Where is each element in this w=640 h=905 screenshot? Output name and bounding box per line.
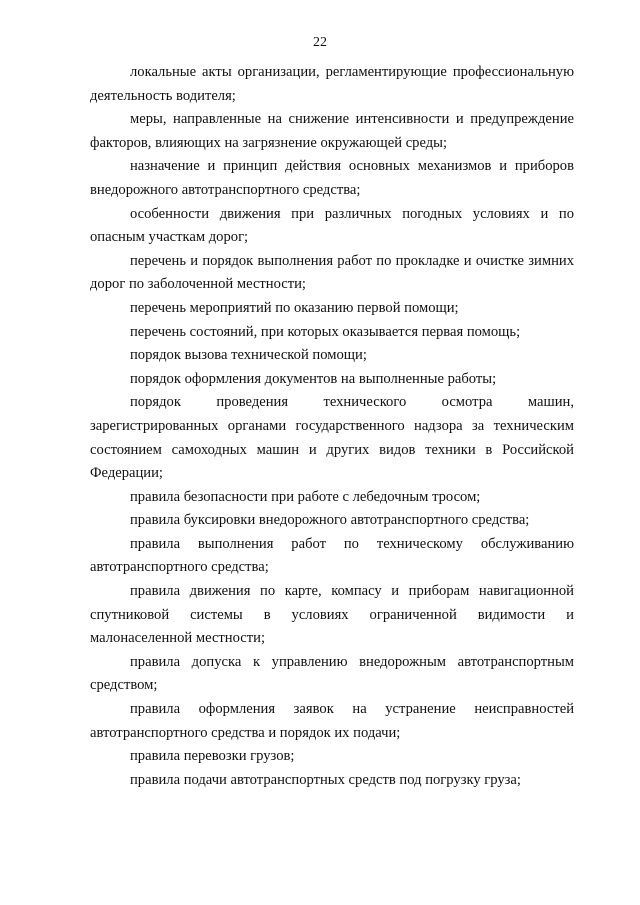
paragraph: правила выполнения работ по техническому обслуживанию автотранспортного средства; (90, 535, 574, 576)
paragraph: правила буксировки внедорожного автотранспортного средства; (130, 512, 530, 529)
paragraph: порядок вызова технической помощи; (130, 347, 367, 364)
paragraph: правила оформления заявок на устранение неисправностей автотранспортного средства и порядок их подачи; (90, 701, 574, 741)
page-number: 22 (313, 35, 327, 50)
paragraph: правила подачи автотранспортных средств под погрузку груза; (130, 771, 521, 788)
paragraph: перечень и порядок выполнения работ по прокладке и очистке зимних дорог по заболоченной местности; (90, 252, 574, 293)
paragraph: порядок проведения технического осмотра машин, зарегистрированных органами государственного надзора за техническим состоянием самоходных машин и других видов техники в Российской Федерации; (90, 394, 574, 482)
paragraph: назначение и принцип действия основных механизмов и приборов внедорожного автотранспортного средства; (90, 158, 574, 198)
paragraph: меры, направленные на снижение интенсивности и предупреждение факторов, влияющих на загрязнение окружающей среды; (90, 111, 574, 151)
paragraph: перечень состояний, при которых оказывается первая помощь; (130, 323, 521, 340)
paragraph: правила движения по карте, компасу и приборам навигационной спутниковой системы в условиях ограниченной видимости и малонаселенной местности; (90, 583, 574, 647)
paragraph: правила безопасности при работе с лебедочным тросом; (130, 488, 481, 505)
paragraph: правила допуска к управлению внедорожным автотранспортным средством; (90, 653, 574, 694)
document-body (90, 61, 574, 792)
paragraph: особенности движения при различных погодных условиях и по опасным участкам дорог; (90, 205, 574, 246)
paragraph: перечень мероприятий по оказанию первой помощи; (130, 299, 459, 316)
paragraph: локальные акты организации, регламентирующие профессиональную деятельность водителя; (90, 64, 574, 104)
paragraph: правила перевозки грузов; (130, 748, 295, 765)
paragraph: порядок оформления документов на выполненные работы; (130, 370, 497, 387)
